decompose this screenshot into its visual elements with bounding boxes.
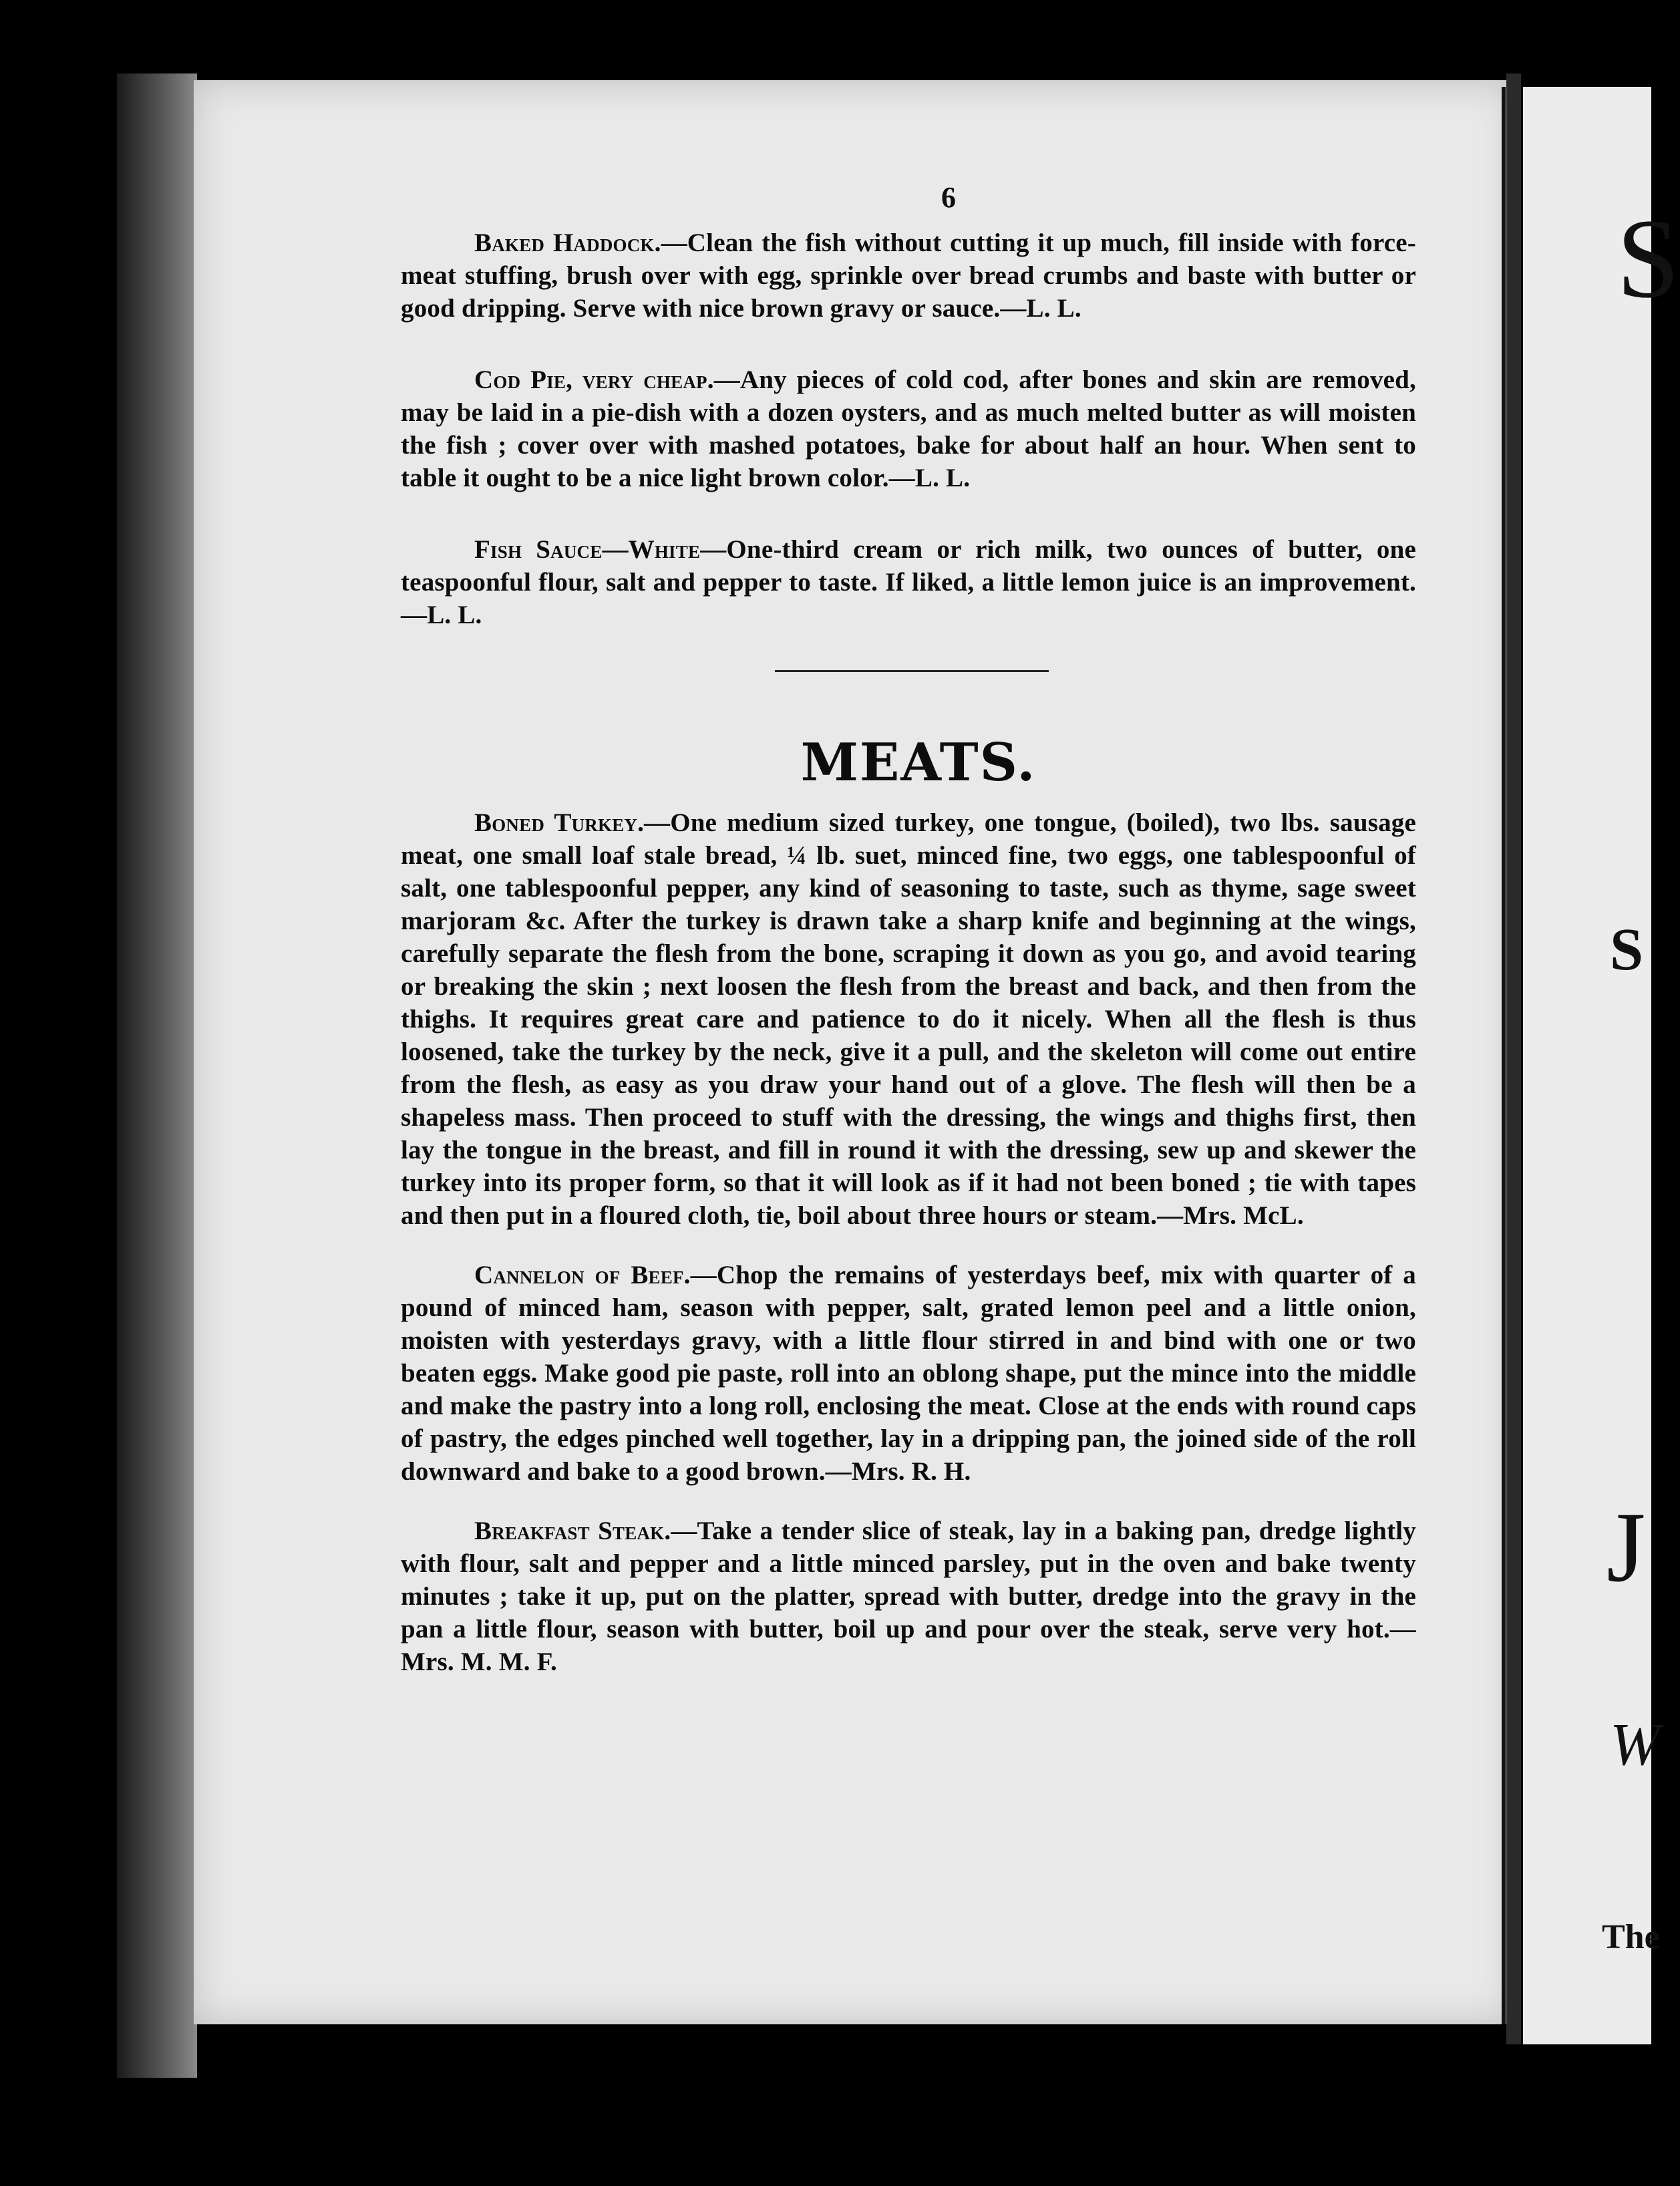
gutter-line bbox=[1502, 87, 1506, 2024]
adjacent-fragment-2: S bbox=[1610, 917, 1644, 983]
recipe-title: Cannelon of Beef. bbox=[474, 1261, 691, 1289]
adjacent-page bbox=[1523, 87, 1680, 2044]
recipe-fish-sauce bbox=[401, 533, 1416, 631]
adjacent-fragment-4: W bbox=[1610, 1712, 1660, 1778]
adjacent-fragment-1: S bbox=[1617, 196, 1680, 321]
recipe-breakfast-steak bbox=[401, 1515, 1416, 1678]
section-divider bbox=[775, 670, 1049, 672]
recipe-text: —Any pieces of cold cod, after bones and skin are removed, may be laid in a pie-dish with a dozen oysters, and as much melted butter as will moisten the fish ; cover over with mashed potatoes, bake for about half an hour. When sent to table it ought to be a nice light brown color.—L. L. bbox=[401, 365, 1417, 492]
recipe-baked-haddock bbox=[401, 226, 1416, 325]
recipe-text: —Chop the remains of yesterdays beef, mix with quarter of a pound of minced ham, season with pepper, salt, grated lemon peel and a little onion, moisten with yesterdays gravy, with a little flour stirred in and bind with one or two beaten eggs. Make good pie paste, roll into an oblong shape, put the mince into the middle and make the pastry into a long roll, enclosing the meat. Close at the ends with round caps of pastry, the edges pinched well together, lay in a dripping pan, the joined side of the roll downward and bake to a good brown.—Mrs. R. H. bbox=[401, 1261, 1416, 1486]
recipe-text: —One medium sized turkey, one tongue, (boiled), two lbs. sausage meat, one small loaf stale bread, ¼ lb. suet, minced fine, two eggs, one tablespoonful of salt, one tablespoonful pepper, any kind of seasoning to taste, such as thyme, sage sweet marjoram &c. After the turkey is drawn take a sharp knife and beginning at the wings, carefully separate the flesh from the bone, scraping it down as you go, and avoid tearing or breaking the skin ; next loosen the flesh from the breast and back, and then from the thighs. It requires great care and patience to do it nicely. When all the flesh is thus loosened, take the turkey by the neck, give it a pull, and the skeleton will come out entire from the flesh, as easy as you draw your hand out of a glove. The flesh will then be a shapeless mass. Then proceed to stuff with the dressing, the wings and thighs first, then lay the tongue in the breast, and fill in round it with the dressing, sew up and skewer the turkey into its proper form, so that it will look as if it had not been boned ; tie with tapes and then put in a floured cloth, tie, boil about three hours or steam.—Mrs. McL. bbox=[401, 808, 1416, 1230]
recipe-text: —Take a tender slice of steak, lay in a baking pan, dredge lightly with flour, salt and pepper and a little minced parsley, put in the oven and bake twenty minutes ; take it up, put on the platter, spread with butter, dredge into the gravy in the pan a little flour, season with butter, boil up and pour over the steak, serve very hot.—Mrs. M. M. F. bbox=[401, 1517, 1416, 1676]
recipe-text: —One-third cream or rich milk, two ounces of butter, one teaspoonful flour, salt and pepper to taste. If liked, a little lemon juice is an improvement.—L. L. bbox=[401, 535, 1416, 629]
recipe-text: —Clean the fish without cutting it up much, fill inside with force-meat stuffing, brush over with egg, sprinkle over bread crumbs and baste with butter or good dripping. Serve with nice brown gravy or sauce.—L. L. bbox=[401, 228, 1416, 323]
page-number: 6 bbox=[941, 181, 956, 214]
page-content bbox=[401, 180, 1416, 1705]
meats-section bbox=[401, 806, 1416, 1678]
recipe-title: Breakfast Steak. bbox=[474, 1517, 671, 1545]
recipe-title: Baked Haddock. bbox=[474, 228, 661, 257]
section-heading-meats: MEATS. bbox=[800, 732, 1037, 793]
recipe-cod-pie bbox=[401, 363, 1416, 494]
adjacent-fragment-5: The bbox=[1602, 1918, 1660, 1956]
book-spine bbox=[117, 73, 197, 2078]
recipe-boned-turkey bbox=[401, 806, 1416, 1232]
adjacent-fragment-3: J bbox=[1607, 1492, 1646, 1603]
recipe-title: Cod Pie, very cheap. bbox=[474, 365, 714, 394]
page-edge bbox=[1506, 73, 1521, 2044]
recipe-title: Fish Sauce—White bbox=[474, 535, 701, 564]
recipe-title: Boned Turkey. bbox=[474, 808, 645, 837]
recipe-cannelon-of-beef bbox=[401, 1259, 1416, 1488]
